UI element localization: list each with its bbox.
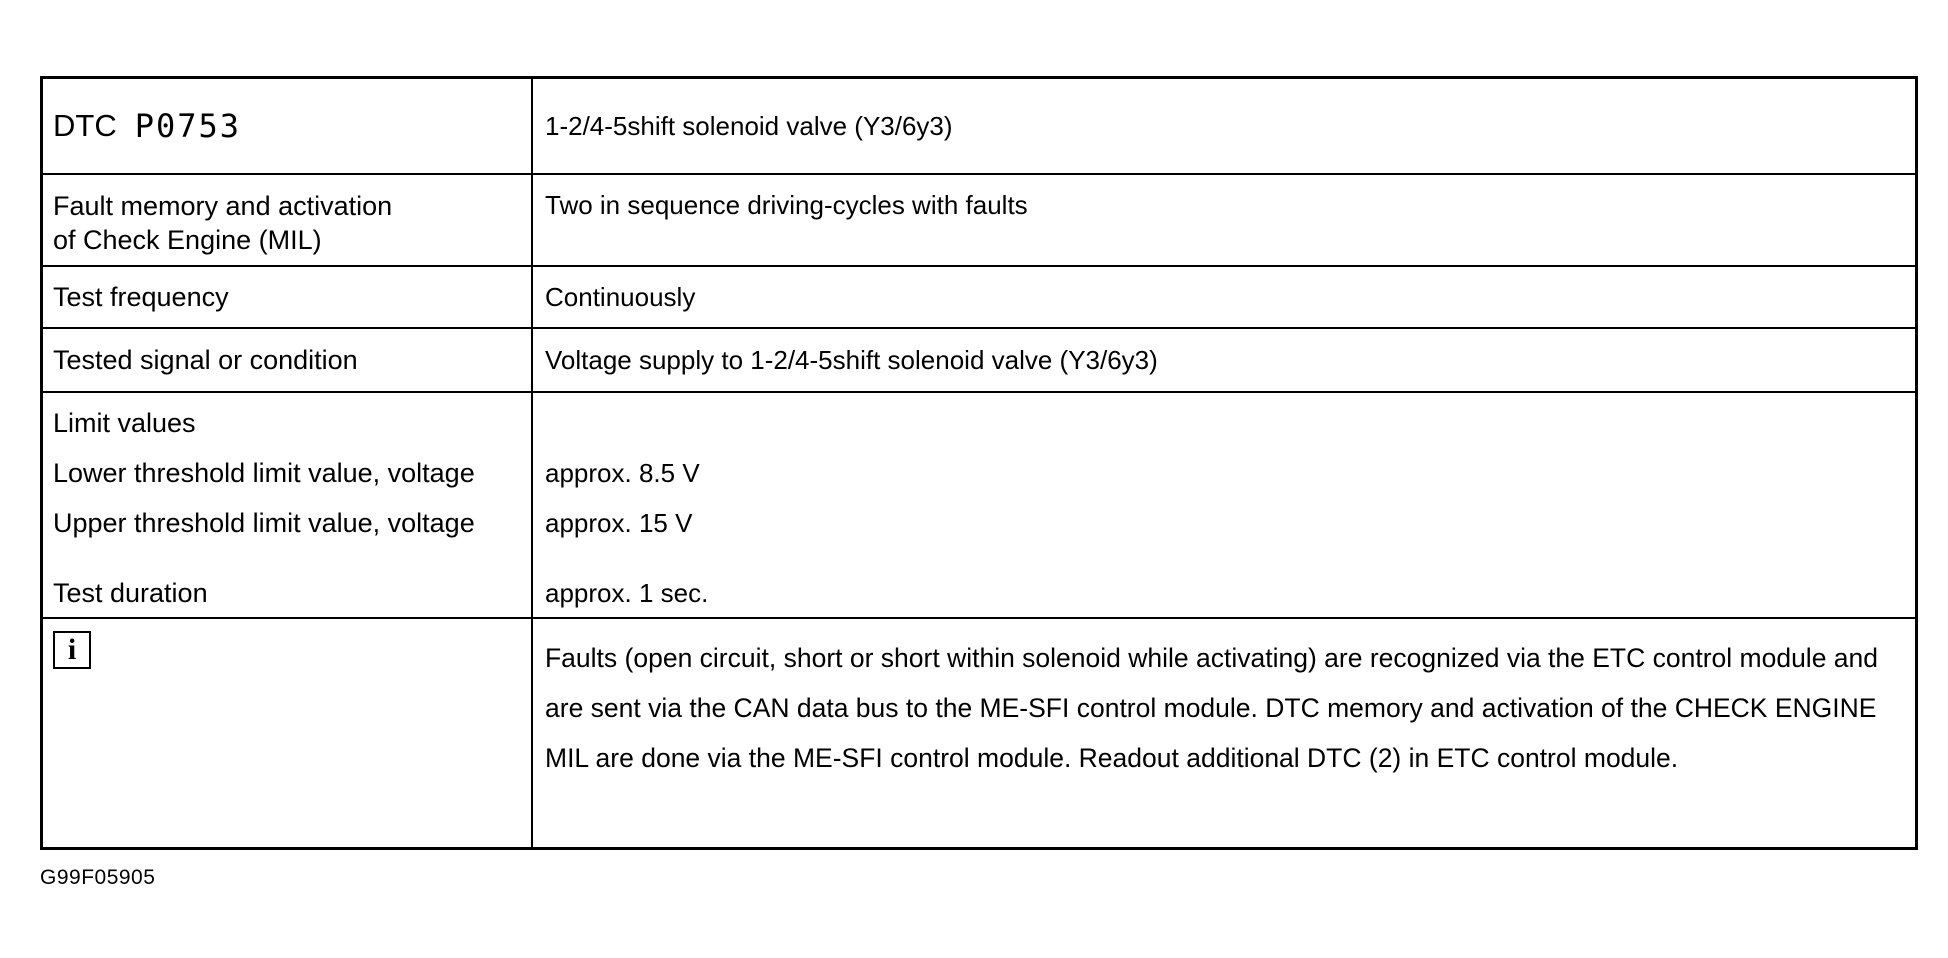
fault-memory-label xyxy=(43,175,533,265)
upper-threshold-value: approx. 15 V xyxy=(545,508,693,538)
test-frequency-label: Test frequency xyxy=(43,267,533,327)
upper-threshold-label: Upper threshold limit value, voltage xyxy=(53,508,475,538)
fault-memory-label-line1: Fault memory and activation xyxy=(53,191,393,221)
limit-values-values xyxy=(533,393,1915,617)
dtc-description: 1-2/4-5shift solenoid valve (Y3/6y3) xyxy=(545,111,953,141)
test-frequency-value: Continuously xyxy=(545,282,696,312)
dtc-code: P0753 xyxy=(134,107,242,145)
info-text: Faults (open circuit, short or short within solenoid while activating) are recognized via the ETC control module and are sent via the CAN data bus to the ME-SFI control module. DTC memory and activation of the CHECK ENGINE MIL are done via the ME-SFI control module. Readout additional DTC (2) in ETC control module. xyxy=(545,643,1879,773)
fault-memory-value: Two in sequence driving-cycles with faults xyxy=(545,190,1028,220)
info-icon-cell xyxy=(43,619,533,847)
lower-threshold-label: Lower threshold limit value, voltage xyxy=(53,458,475,488)
dtc-title-row xyxy=(43,79,1915,175)
info-row xyxy=(43,619,1915,847)
tested-signal-value: Voltage supply to 1-2/4-5shift solenoid valve (Y3/6y3) xyxy=(545,345,1158,375)
lower-threshold-value: approx. 8.5 V xyxy=(545,458,700,488)
test-duration-value: approx. 1 sec. xyxy=(545,578,709,608)
figure-id: G99F05905 xyxy=(40,866,156,889)
dtc-label: DTC xyxy=(53,108,117,143)
tested-signal-row xyxy=(43,329,1915,393)
dtc-title-cell xyxy=(43,79,533,173)
test-duration-label: Test duration xyxy=(53,578,208,608)
limit-values-row xyxy=(43,393,1915,619)
info-icon: i xyxy=(53,631,91,669)
limit-values-heading: Limit values xyxy=(53,408,196,438)
tested-signal-label: Tested signal or condition xyxy=(43,329,533,391)
dtc-info-table xyxy=(40,76,1918,850)
fault-memory-label-line2: of Check Engine (MIL) xyxy=(53,225,322,255)
limit-values-labels xyxy=(43,393,533,617)
fault-memory-row xyxy=(43,175,1915,267)
test-frequency-row xyxy=(43,267,1915,329)
